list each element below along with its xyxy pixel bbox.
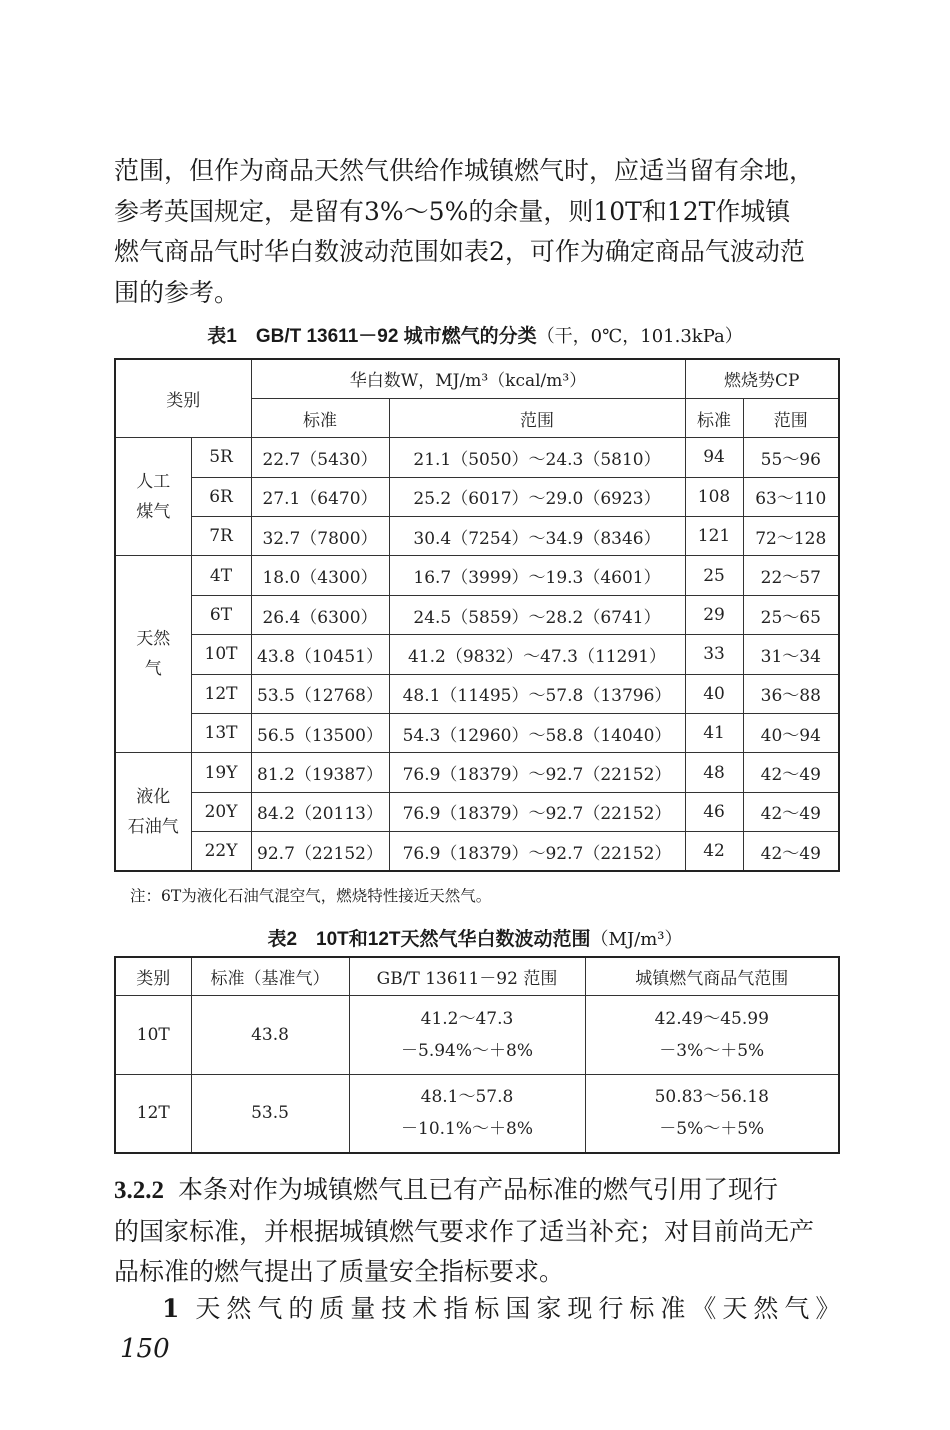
gas-category-line: 天然	[136, 629, 171, 650]
wobbe-range-cell: 48.1（11495）～57.8（13796）	[389, 674, 685, 713]
paragraph-line: 品标准的燃气提出了质量安全指标要求。	[114, 1257, 565, 1286]
header-cp-standard: 标准	[685, 398, 743, 437]
gb-range-cell	[349, 1074, 585, 1153]
cp-standard-cell: 33	[685, 635, 743, 674]
paragraph-line: 围的参考。	[114, 277, 240, 307]
header-reference-gas: 标准（基准气）	[191, 957, 349, 995]
cp-standard-cell: 48	[685, 753, 743, 792]
gas-type-cell: 13T	[191, 714, 251, 753]
range-percent: －10.1%～＋8%	[401, 1119, 533, 1140]
table-row	[115, 753, 839, 792]
cp-standard-cell: 41	[685, 714, 743, 753]
body-paragraph-2	[114, 1170, 838, 1293]
header-wobbe-index: 华白数W，MJ/m³（kcal/m³）	[251, 359, 685, 398]
cp-range-cell: 42～49	[743, 832, 839, 871]
wobbe-range-cell: 76.9（18379）～92.7（22152）	[389, 832, 685, 871]
cp-range-cell: 72～128	[743, 517, 839, 556]
wobbe-standard-cell: 18.0（4300）	[251, 556, 389, 595]
cp-standard-cell: 94	[685, 438, 743, 477]
cp-range-cell: 55～96	[743, 438, 839, 477]
wobbe-standard-cell: 26.4（6300）	[251, 595, 389, 634]
table-row	[115, 1074, 839, 1153]
gas-category-line: 气	[144, 659, 162, 680]
table-row	[115, 832, 839, 871]
city-gas-range-cell	[585, 1074, 839, 1153]
wobbe-standard-cell: 27.1（6470）	[251, 477, 389, 516]
gas-type-cell: 6T	[191, 595, 251, 634]
header-city-gas-range: 城镇燃气商品气范围	[585, 957, 839, 995]
table-note: 注：6T为液化石油气混空气，燃烧特性接近天然气。	[130, 887, 492, 905]
table-row	[115, 635, 839, 674]
table-row	[115, 995, 839, 1074]
table2-caption-label: 表2 10T和12T天然气华白数波动范围	[267, 929, 591, 950]
header-cp-range: 范围	[743, 398, 839, 437]
wobbe-standard-cell: 22.7（5430）	[251, 438, 389, 477]
cp-standard-cell: 42	[685, 832, 743, 871]
paragraph-line	[114, 1170, 838, 1212]
table-row	[115, 714, 839, 753]
table-row	[115, 556, 839, 595]
wobbe-range-cell: 76.9（18379）～92.7（22152）	[389, 753, 685, 792]
wobbe-standard-cell: 92.7（22152）	[251, 832, 389, 871]
header-category: 类别	[115, 957, 191, 995]
paragraph-line: 的国家标准，并根据城镇燃气要求作了适当补充；对目前尚无产	[114, 1216, 815, 1246]
cp-standard-cell: 108	[685, 477, 743, 516]
gas-type-cell: 4T	[191, 556, 251, 595]
cp-range-cell: 36～88	[743, 674, 839, 713]
gas-type-cell: 6R	[191, 477, 251, 516]
range-value: 50.83～56.18	[654, 1087, 769, 1108]
wobbe-standard-cell: 32.7（7800）	[251, 517, 389, 556]
wobbe-standard-cell: 81.2（19387）	[251, 753, 389, 792]
table2-caption-unit: （MJ/m³）	[590, 929, 683, 950]
table1-body	[115, 359, 839, 871]
table-row	[115, 477, 839, 516]
paragraph-text: 本条对作为城镇燃气且已有产品标准的燃气引用了现行	[178, 1175, 779, 1204]
gas-type-cell: 20Y	[191, 792, 251, 831]
wobbe-range-cell: 76.9（18379）～92.7（22152）	[389, 792, 685, 831]
wobbe-standard-cell: 84.2（20113）	[251, 792, 389, 831]
gas-category-line: 石油气	[127, 816, 179, 837]
body-paragraph-3	[114, 1289, 847, 1330]
range-percent: －5%～＋5%	[659, 1119, 765, 1140]
cp-range-cell: 63～110	[743, 477, 839, 516]
section-number: 3.2.2	[114, 1177, 164, 1204]
gas-category-cell	[115, 556, 191, 753]
wobbe-standard-cell: 53.5（12768）	[251, 674, 389, 713]
range-value: 42.49～45.99	[654, 1008, 769, 1029]
gas-type-cell: 5R	[191, 438, 251, 477]
cp-standard-cell: 40	[685, 674, 743, 713]
reference-value-cell: 53.5	[191, 1074, 349, 1153]
cp-range-cell: 31～34	[743, 635, 839, 674]
gas-type-cell: 19Y	[191, 753, 251, 792]
wobbe-standard-cell: 56.5（13500）	[251, 714, 389, 753]
gas-type-cell: 10T	[115, 995, 191, 1074]
range-value: 48.1～57.8	[420, 1087, 514, 1108]
gas-classification-table	[114, 358, 840, 872]
cp-standard-cell: 29	[685, 595, 743, 634]
cp-range-cell: 42～49	[743, 753, 839, 792]
wobbe-range-cell: 24.5（5859）～28.2（6741）	[389, 595, 685, 634]
wobbe-range-cell: 25.2（6017）～29.0（6923）	[389, 477, 685, 516]
gas-category-line: 人工	[136, 471, 171, 492]
table1-caption	[0, 321, 950, 348]
gas-category-cell	[115, 438, 191, 556]
wobbe-range-cell: 41.2（9832）～47.3（11291）	[389, 635, 685, 674]
paragraph-text: 天然气的质量技术指标国家现行标准《天然气》	[195, 1294, 847, 1323]
reference-value-cell: 43.8	[191, 995, 349, 1074]
gas-type-cell: 7R	[191, 517, 251, 556]
wobbe-range-cell: 54.3（12960）～58.8（14040）	[389, 714, 685, 753]
cp-standard-cell: 25	[685, 556, 743, 595]
cp-range-cell: 25～65	[743, 595, 839, 634]
cp-range-cell: 22～57	[743, 556, 839, 595]
table-row	[115, 595, 839, 634]
paragraph-line: 燃气商品气时华白数波动范围如表2，可作为确定商品气波动范	[114, 237, 805, 266]
wobbe-fluctuation-table	[114, 956, 840, 1154]
item-number: 1	[162, 1294, 180, 1323]
cp-standard-cell: 46	[685, 792, 743, 831]
cp-range-cell: 40～94	[743, 714, 839, 753]
table2-body	[115, 957, 839, 1153]
table-row	[115, 517, 839, 556]
range-value: 41.2～47.3	[420, 1008, 514, 1029]
gas-type-cell: 22Y	[191, 832, 251, 871]
city-gas-range-cell	[585, 995, 839, 1074]
table1-caption-label: 表1 GB/T 13611－92 城市燃气的分类	[207, 326, 537, 347]
gas-category-line: 煤气	[136, 501, 171, 522]
header-combustion-potential: 燃烧势CP	[685, 359, 839, 398]
paragraph-line: 范围，但作为商品天然气供给作城镇燃气时，应适当留有余地，	[114, 156, 815, 185]
wobbe-range-cell: 21.1（5050）～24.3（5810）	[389, 438, 685, 477]
cp-standard-cell: 121	[685, 517, 743, 556]
range-percent: －5.94%～＋8%	[401, 1040, 533, 1061]
table-row	[115, 674, 839, 713]
table-row	[115, 792, 839, 831]
table1-caption-unit: （干，0℃，101.3kPa）	[536, 326, 743, 347]
cp-range-cell: 42～49	[743, 792, 839, 831]
table-header-row	[115, 359, 839, 398]
gas-type-cell: 10T	[191, 635, 251, 674]
table2-caption	[0, 924, 950, 951]
header-category: 类别	[115, 359, 251, 438]
paragraph-line	[114, 1289, 847, 1330]
wobbe-range-cell: 16.7（3999）～19.3（4601）	[389, 556, 685, 595]
wobbe-range-cell: 30.4（7254）～34.9（8346）	[389, 517, 685, 556]
range-percent: －3%～＋5%	[659, 1040, 765, 1061]
body-paragraph-1	[114, 151, 838, 313]
header-range: 范围	[389, 398, 685, 437]
header-gb-range: GB/T 13611－92 范围	[349, 957, 585, 995]
gas-category-line: 液化	[136, 786, 171, 807]
table-header-row	[115, 957, 839, 995]
gas-type-cell: 12T	[115, 1074, 191, 1153]
gas-type-cell: 12T	[191, 674, 251, 713]
header-standard: 标准	[251, 398, 389, 437]
gb-range-cell	[349, 995, 585, 1074]
wobbe-standard-cell: 43.8（10451）	[251, 635, 389, 674]
table-row	[115, 438, 839, 477]
page-number: 150	[120, 1334, 170, 1364]
paragraph-line: 参考英国规定，是留有3%～5%的余量，则10T和12T作城镇	[114, 196, 791, 226]
gas-category-cell	[115, 753, 191, 871]
